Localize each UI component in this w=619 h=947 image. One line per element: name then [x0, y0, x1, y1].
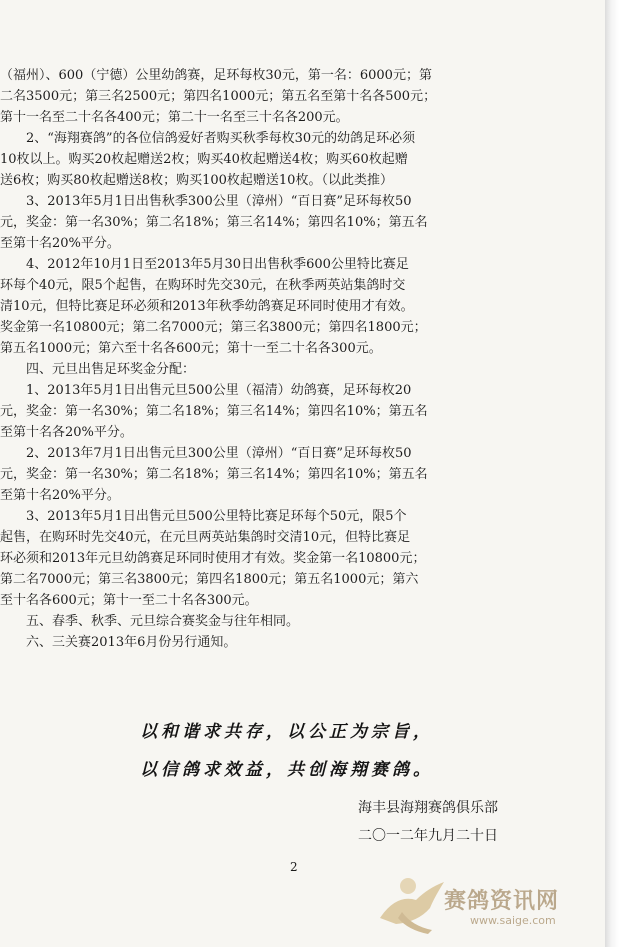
- section-heading: 四、元旦出售足环奖金分配：: [0, 362, 196, 377]
- body-line: （福州）、600（宁德）公里幼鸽赛，足环每枚30元，第一名：6000元；第: [0, 68, 432, 83]
- site-watermark: [372, 868, 582, 940]
- body-line: 送6枚；购买80枚起赠送8枚；购买100枚起赠送10枚。（以此类推）: [0, 173, 393, 188]
- section-heading: 五、春季、秋季、元旦综合赛奖金与往年相同。: [0, 614, 300, 629]
- body-line: 10枚以上。购买20枚起赠送2枚；购买40枚起赠送4枚；购买60枚起赠: [0, 152, 408, 167]
- motto-line-2: 以信鸽求效益，共创海翔赛鸽。: [140, 760, 434, 780]
- body-line: 1、2013年5月1日出售元旦500公里（福清）幼鸽赛，足环每枚20: [0, 383, 412, 398]
- pigeon-logo-icon: [372, 868, 452, 940]
- body-line: 3、2013年5月1日出售元旦500公里特比赛足环每个50元，限5个: [0, 509, 407, 524]
- body-line: 元，奖金：第一名30%；第二名18%；第三名14%；第四名10%；第五名: [0, 404, 428, 419]
- page-edge: [605, 0, 619, 947]
- body-line: 元，奖金：第一名30%；第二名18%；第三名14%；第四名10%；第五名: [0, 467, 428, 482]
- body-line: 2、“海翔赛鸽”的各位信鸽爱好者购买秋季每枚30元的幼鸽足环必须: [0, 131, 416, 146]
- page-number: 2: [290, 860, 298, 874]
- body-line: 第五名1000元；第六至十名各600元；第十一至二十名各300元。: [0, 341, 382, 356]
- body-line: 元，奖金：第一名30%；第二名18%；第三名14%；第四名10%；第五名: [0, 215, 428, 230]
- body-line: 环必须和2013年元旦幼鸽赛足环同时使用才有效。奖金第一名10800元；: [0, 551, 426, 566]
- body-line: 二名3500元；第三名2500元；第四名1000元；第五名至第十名各500元；: [0, 89, 437, 104]
- body-line: 至十名各600元；第十一至二十名各300元。: [0, 593, 258, 608]
- body-line: 至第十名20%平分。: [0, 236, 120, 251]
- watermark-url: www.saige.com: [470, 914, 556, 927]
- body-line: 清10元，但特比赛足环必须和2013年秋季幼鸽赛足环同时使用才有效。: [0, 299, 414, 314]
- body-line: 起售，在购环时先交40元，在元旦两英站集鸽时交清10元，但特比赛足: [0, 530, 411, 545]
- body-line: 2、2013年7月1日出售元旦300公里（漳州）“百日赛”足环每枚50: [0, 446, 412, 461]
- body-line: 第二名7000元；第三名3800元；第四名1800元；第五名1000元；第六: [0, 572, 419, 587]
- body-line: 至第十名20%平分。: [0, 488, 120, 503]
- body-line: 4、2012年10月1日至2013年5月30日出售秋季600公里特比赛足: [0, 257, 409, 272]
- signature-org: 海丰县海翔赛鸽俱乐部: [358, 800, 498, 816]
- body-line: 奖金第一名10800元；第二名7000元；第三名3800元；第四名1800元；: [0, 320, 427, 335]
- body-line: 至第十名各20%平分。: [0, 425, 133, 440]
- body-line: 3、2013年5月1日出售秋季300公里（漳州）“百日赛”足环每枚50: [0, 194, 412, 209]
- motto-line-1: 以和谐求共存，以公正为宗旨，: [140, 722, 434, 742]
- watermark-name: 赛鸽资讯网: [444, 889, 560, 914]
- body-line: 环每个40元，限5个起售，在购环时先交30元，在秋季两英站集鸽时交: [0, 278, 406, 293]
- signature-date: 二〇一二年九月二十日: [358, 828, 498, 844]
- section-heading: 六、三关赛2013年6月份另行通知。: [0, 635, 237, 650]
- body-line: 第十一名至二十名各400元；第二十一名至三十名各200元。: [0, 110, 349, 125]
